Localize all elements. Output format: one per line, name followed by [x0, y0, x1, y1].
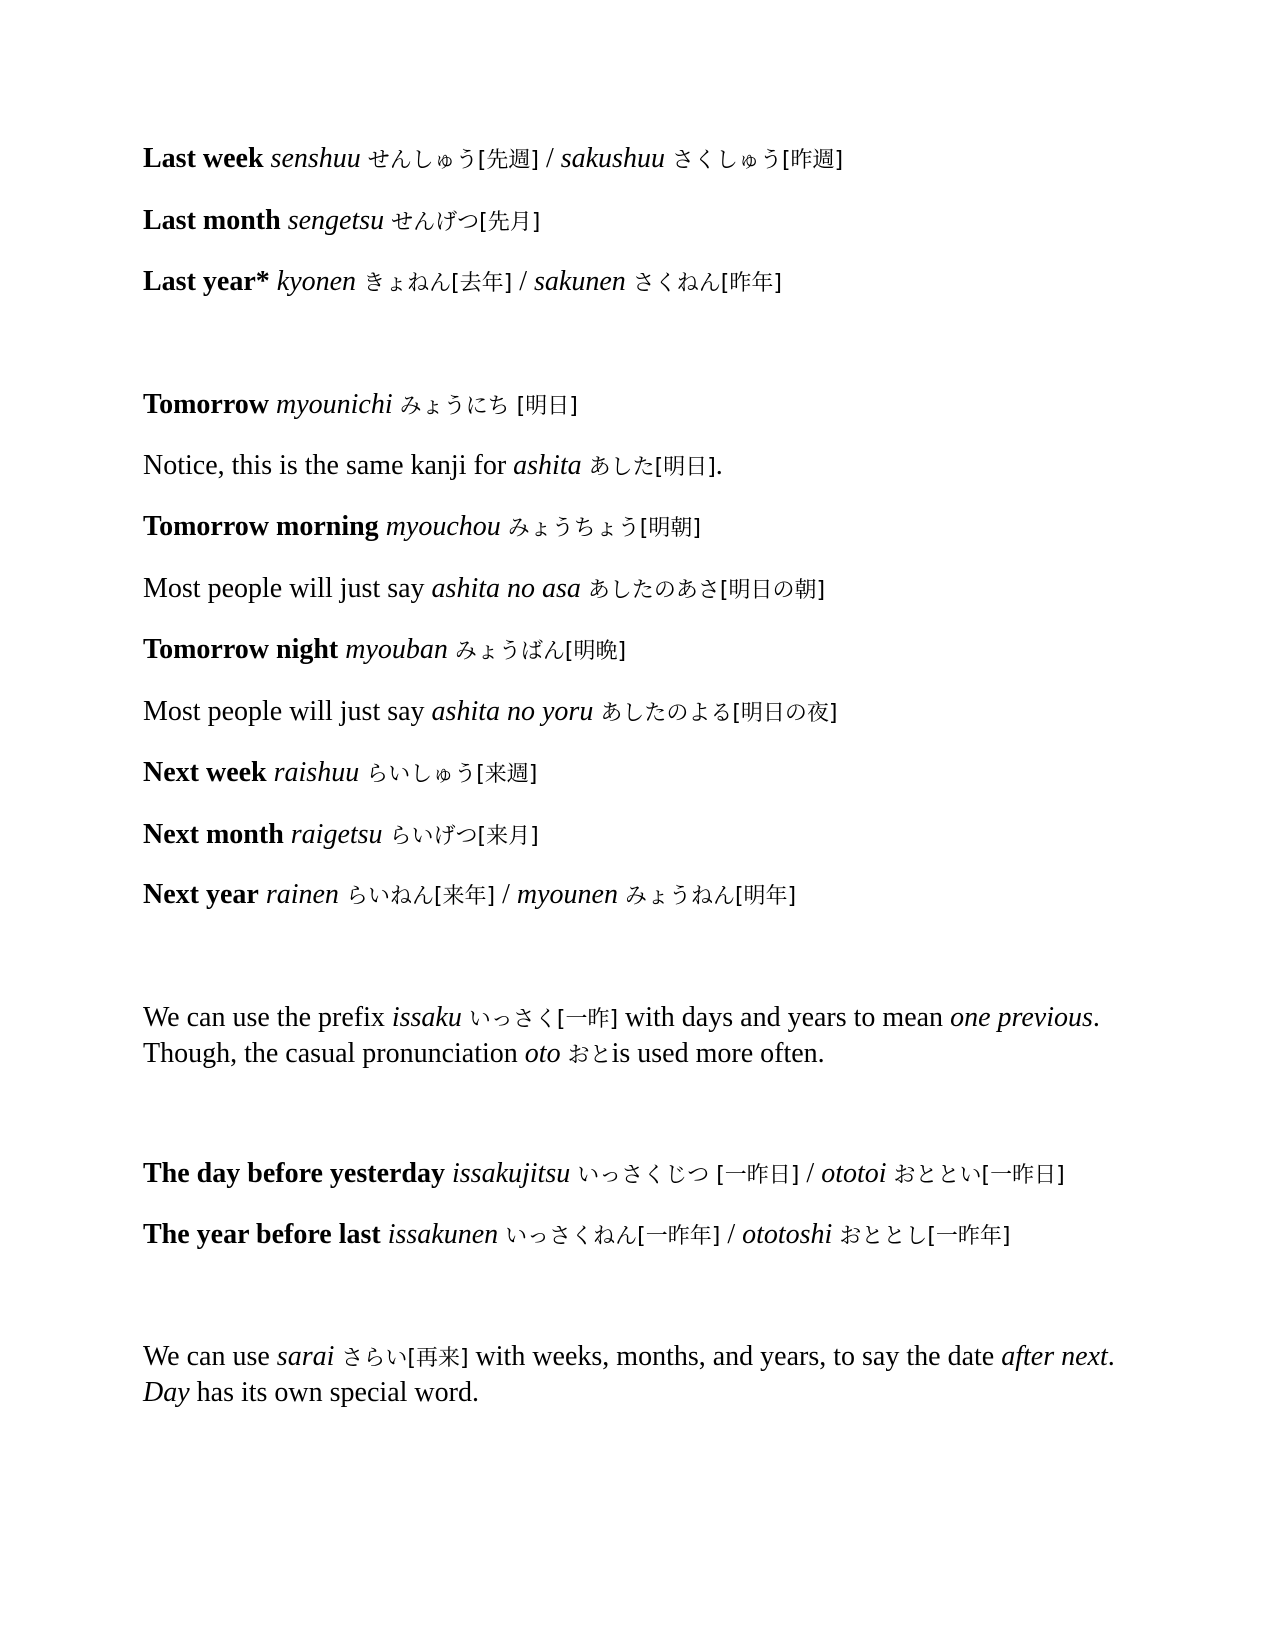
para-text: . Though, the casual pronunciation [143, 1002, 1100, 1069]
entry-kana: みょうちょう[明朝] [507, 516, 701, 541]
entry-separator: / [538, 143, 561, 174]
paragraph-issaku [143, 1001, 1128, 1073]
para-romaji: issaku [391, 1002, 462, 1033]
para-text: has its own special word. [189, 1377, 479, 1408]
entry-romaji: raigetsu [290, 819, 383, 850]
entry-tomorrow-morning [143, 510, 1133, 546]
para-romaji: sarai [276, 1341, 335, 1372]
document-page [143, 0, 1133, 1650]
entry-tomorrow-night [143, 633, 1133, 669]
entry-kana: いっさくじつ [一昨日] [577, 1163, 800, 1188]
entry-term: Next year [143, 879, 259, 910]
entry-separator: / [495, 879, 517, 910]
note-kana: あしたのあさ[明日の朝] [587, 578, 826, 603]
entry-term: The year before last [143, 1219, 381, 1250]
entry-kana-alt: おととい[一昨日] [893, 1163, 1065, 1188]
entry-tomorrow [143, 388, 1133, 424]
entry-year-before-last [143, 1218, 1133, 1254]
note-text: Notice, this is the same kanji for [143, 450, 514, 481]
entry-term: Next month [143, 819, 284, 850]
note-romaji: ashita [513, 450, 582, 481]
entry-kana-alt: おととし[一昨年] [839, 1224, 1011, 1249]
para-text: with days and years to mean [618, 1002, 951, 1033]
para-kana: いっさく[一昨] [468, 1007, 619, 1032]
para-text: We can use the prefix [143, 1002, 392, 1033]
entry-term: Last year* [143, 266, 270, 297]
entry-term: Tomorrow [143, 389, 269, 420]
entry-romaji-alt: myounen [516, 879, 618, 910]
para-text: is used more often. [611, 1038, 825, 1069]
note-yoru [143, 695, 1133, 731]
entry-kana: らいしゅう[来週] [366, 762, 538, 787]
paragraph-sarai [143, 1340, 1128, 1410]
entry-term: Last month [143, 205, 281, 236]
note-romaji: ashita no asa [431, 573, 581, 604]
entry-last-year [143, 265, 1133, 301]
para-kana: さらい[再来] [341, 1346, 469, 1371]
entry-term: The day before yesterday [143, 1158, 445, 1189]
entry-term: Tomorrow night [143, 634, 339, 665]
entry-separator: / [720, 1219, 743, 1250]
entry-term: Last week [143, 143, 264, 174]
entry-next-year [143, 878, 1133, 914]
entry-romaji-alt: ototoshi [742, 1219, 833, 1250]
entry-romaji-alt: sakushuu [560, 143, 665, 174]
entry-last-week [143, 142, 1133, 178]
entry-kana: みょうばん[明晩] [454, 639, 627, 664]
note-text: Most people will just say [143, 696, 432, 727]
entry-next-week [143, 756, 1133, 792]
note-text: Most people will just say [143, 573, 432, 604]
entry-kana: きょねん[去年] [363, 271, 513, 296]
entry-romaji: issakujitsu [452, 1158, 571, 1189]
entry-kana-alt: さくしゅう[昨週] [671, 148, 844, 173]
entry-romaji: sengetsu [287, 205, 385, 236]
entry-romaji: myounichi [276, 389, 393, 420]
note-romaji: ashita no yoru [431, 696, 594, 727]
para-text: with weeks, months, and years, to say the date [468, 1341, 1002, 1372]
entry-kana-alt: みょうねん[明年] [624, 884, 797, 909]
entry-romaji: myouchou [385, 511, 501, 542]
para-text: . [1107, 1341, 1115, 1372]
entry-day-before-yesterday [143, 1157, 1133, 1193]
entry-kana: らいねん[来年] [345, 884, 496, 909]
para-emphasis: one previous [950, 1002, 1093, 1033]
note-text-end: . [715, 450, 723, 481]
para-emphasis: Day [143, 1377, 190, 1408]
note-kana: あしたのよる[明日の夜] [600, 701, 838, 726]
entry-kana: いっさくねん[一昨年] [505, 1224, 721, 1249]
note-asa [143, 572, 1133, 608]
entry-kana-alt: さくねん[昨年] [632, 271, 782, 296]
entry-next-month [143, 818, 1133, 854]
entry-separator: / [799, 1158, 822, 1189]
entry-last-month [143, 204, 1133, 240]
para-emphasis: after next [1001, 1341, 1108, 1372]
note-ashita [143, 449, 1133, 485]
entry-kana: らいげつ[来月] [389, 824, 539, 849]
para-kana: おと [567, 1043, 612, 1068]
entry-romaji: kyonen [276, 266, 357, 297]
entry-romaji: issakunen [387, 1219, 499, 1250]
entry-romaji: rainen [265, 879, 339, 910]
entry-kana: みょうにち [明日] [399, 394, 578, 419]
entry-romaji-alt: sakunen [534, 266, 626, 297]
entry-romaji-alt: ototoi [821, 1158, 887, 1189]
entry-romaji: raishuu [273, 757, 360, 788]
entry-kana: せんしゅう[先週] [367, 148, 539, 173]
entry-kana: せんげつ[先月] [391, 210, 541, 235]
entry-term: Tomorrow morning [143, 511, 379, 542]
entry-romaji: myouban [345, 634, 448, 665]
para-romaji: oto [524, 1038, 561, 1069]
entry-term: Next week [143, 757, 267, 788]
para-text: We can use [143, 1341, 277, 1372]
entry-romaji: senshuu [270, 143, 361, 174]
entry-separator: / [512, 266, 535, 297]
note-kana: あした[明日] [588, 455, 716, 480]
